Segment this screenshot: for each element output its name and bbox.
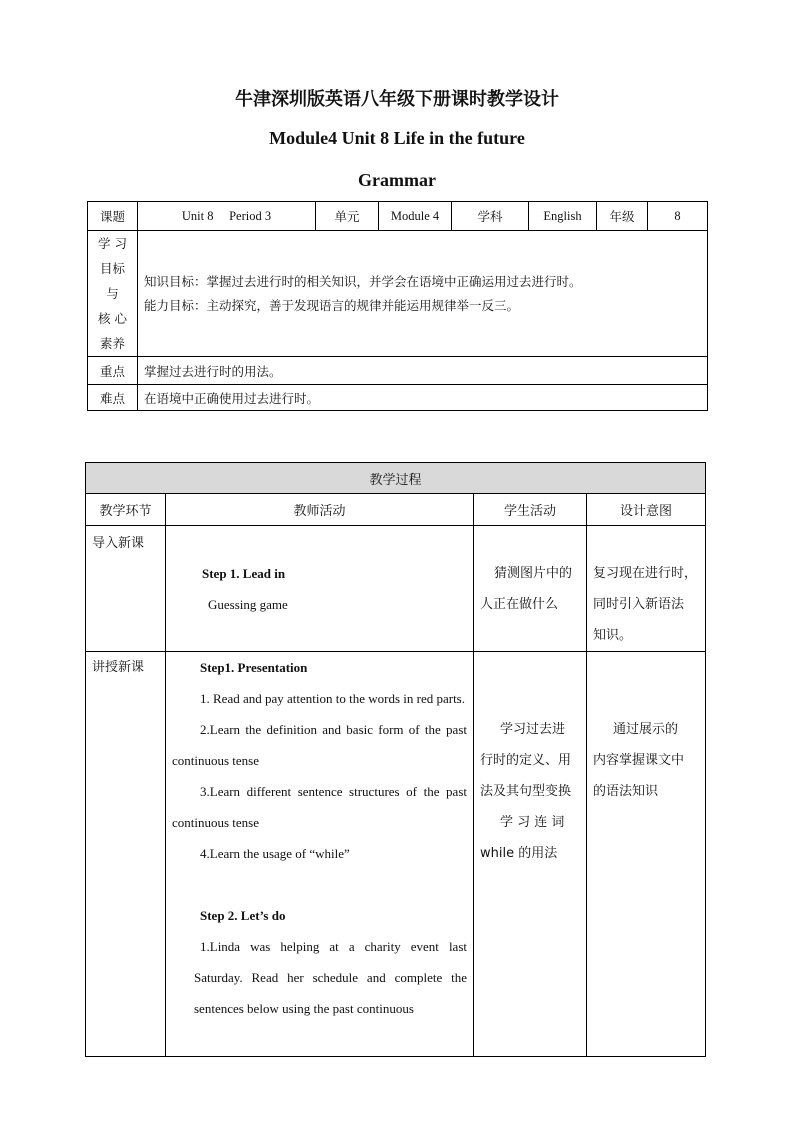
lesson-value: Unit 8 Period 3 [138,202,316,231]
column-header-student: 学生活动 [474,494,587,526]
student-activity-presentation: 学习过去进 行时的定义、用 法及其句型变换 学 习 连 词 while 的用法 [474,652,587,1057]
subject-value: English [529,202,597,231]
ability-objective: 能力目标：主动探究，善于发现语言的规律并能运用规律举一反三。 [144,297,520,313]
step-item: Guessing game [208,597,288,612]
step-title: Step 2. Let’s do [200,908,286,923]
difficult-point-value: 在语境中正确使用过去进行时。 [138,385,708,411]
teacher-activity-lead-in [166,526,474,652]
design-intent-lead-in: 复习现在进行时， 同时引入新语法 知识。 [587,526,706,652]
difficult-point-label: 难点 [88,385,138,411]
objectives-label [88,231,138,357]
stage-lead-in: 导入新课 [86,526,166,652]
knowledge-objective: 知识目标：掌握过去进行时的相关知识，并学会在语境中正确运用过去进行时。 [144,273,582,289]
design-intent-presentation: 通过展示的 内容掌握课文中 的语法知识 [587,652,706,1057]
teaching-process-table [85,462,706,1057]
key-point-label: 重点 [88,357,138,385]
step-item: 1. Read and pay attention to the words in red parts. [200,691,465,706]
unit-label: 单元 [316,202,379,231]
step-title: Step 1. Lead in [202,566,286,581]
key-point-value: 掌握过去进行时的用法。 [138,357,708,385]
module-title: Module4 Unit 8 Life in the future [269,128,525,148]
document-title: 牛津深圳版英语八年级下册课时教学设计 [235,89,559,110]
topic-title: Grammar [358,170,436,190]
column-header-stage: 教学环节 [86,494,166,526]
unit-value: Module 4 [379,202,452,231]
teacher-activity-presentation [166,652,474,1057]
step-title: Step1. Presentation [200,660,308,675]
step-item: 4.Learn the usage of “while” [200,846,350,861]
column-header-intent: 设计意图 [587,494,706,526]
step-item: 3.Learn different sentence structures of the past continuous tense [172,784,467,830]
student-activity-lead-in: 猜测图片中的 人正在做什么 [474,526,587,652]
objectives-label-line: 素养 [99,336,125,351]
subject-label: 学科 [452,202,529,231]
lesson-info-table [87,201,708,411]
step-text: 1.Linda was helping at a charity event last Saturday. Read her schedule and complete the sentences below using the past continuous [194,939,467,1016]
grade-label: 年级 [597,202,648,231]
column-header-teacher: 教师活动 [166,494,474,526]
objectives-label-line: 目标 [99,261,125,276]
stage-presentation: 讲授新课 [86,652,166,1057]
objectives-label-line: 核 心 [98,311,127,326]
lesson-label: 课题 [88,202,138,231]
grade-value: 8 [648,202,708,231]
objectives-label-line: 学 习 [98,236,127,251]
objectives-content [138,231,708,357]
objectives-label-line: 与 [106,286,119,301]
process-header: 教学过程 [86,463,706,494]
step-item: 2.Learn the definition and basic form of the past continuous tense [172,722,467,768]
